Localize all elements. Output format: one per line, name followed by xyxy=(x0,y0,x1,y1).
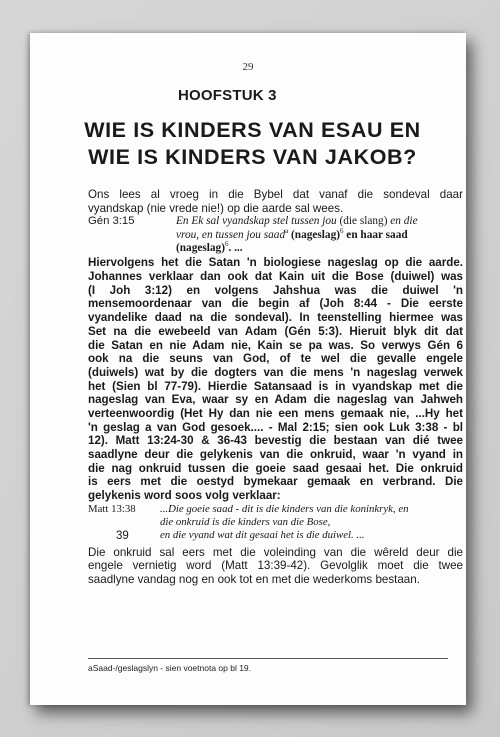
paragraph-line: die Satan en nie Adam nie, Kain se pa was. So verwys Gén 6 xyxy=(88,338,463,352)
paragraph-main xyxy=(88,256,463,502)
paragraph-line: verteenwoordig (Het Hy dan nie een mens gemaak nie, ...Hy het xyxy=(88,406,463,420)
paragraph-line: (duiwels) wat by die dogters van die mens 'n nageslag verwek xyxy=(88,365,463,379)
quote-reference: Matt 13:38 xyxy=(88,502,136,515)
paragraph-line: die nag onkruid tussen die goeie saad gesaai het. Die onkruid xyxy=(88,461,463,475)
quote-text: ...Die goeie saad - dit is die kinders van die koninkryk, en die onkruid is die kinders van die Bose, en die vyand wat dit gesaai het is die duiwel. ... xyxy=(160,502,409,542)
body-text xyxy=(88,188,463,587)
paragraph-line: het (Sien bl 77-79). Hierdie Satansaad is in vyandskap met die xyxy=(88,379,463,393)
scripture-quote-gen xyxy=(88,215,463,256)
paragraph-line: 12). Matt 13:24-30 & 36-43 bevestig die bestaan van dié twee xyxy=(88,434,463,448)
paragraph-line: saadlyne deur die gelykenis van die onkruid, waar 'n vyand in xyxy=(88,448,463,461)
title-line: WIE IS KINDERS VAN JAKOB? xyxy=(88,145,417,169)
quote-reference: Gén 3:15 xyxy=(88,215,135,228)
closing-line: saadlyne vandag nog en ook tot en met die wederkoms bestaan. xyxy=(88,573,420,587)
chapter-heading: HOOFSTUK 3 xyxy=(178,87,277,104)
closing-line: Die onkruid sal eers met die voleinding van die wêreld deur die xyxy=(88,545,463,559)
book-page xyxy=(30,33,466,705)
paragraph-line: vyandelike daad na die sondeval). In teenstelling hiermee was xyxy=(88,311,463,325)
verse-number: 39 xyxy=(116,529,129,542)
paragraph-line: ook na die seuns van God, of te wel die gevalle engele xyxy=(88,352,463,366)
paragraph-line: Hiervolgens het die Satan 'n biologiese nageslag op die aarde. xyxy=(88,256,463,270)
paragraph-line: Set na die ewebeeld van Adam (Gén 5:3). Hieruit blyk dit dat xyxy=(88,324,463,338)
paragraph-line: Johannes verklaar dan ook dat Kain uit die Bose (duiwel) was xyxy=(88,270,463,284)
paragraph-line: (I Joh 3:12) en volgens Jahshua was die duiwel 'n xyxy=(88,283,463,297)
footnote-divider xyxy=(88,658,448,659)
scripture-quote-matt xyxy=(88,503,463,546)
paragraph-line: 'n geslag a van God gesoek.... - Mal 2:15; sien ook Luk 3:38 - bl xyxy=(88,420,463,434)
page-number: 29 xyxy=(242,61,254,73)
paragraph-line: is eers met die oestyd bymekaar gemaak en verbrand. Die xyxy=(88,475,463,489)
title-line: WIE IS KINDERS VAN ESAU EN xyxy=(84,118,421,142)
quote-text: En Ek sal vyandskap stel tussen jou (die slang) en die vrou, en tussen jou saad$^a$ (nageslag)$^6$ en haar saad (nageslag)$^6$. ... xyxy=(176,215,418,255)
paragraph-line: nageslag van Eva, waar sy en Adam die nageslag van Jahweh xyxy=(88,393,463,407)
paragraph-line: gelykenis word soos volg verklaar: xyxy=(88,489,281,503)
intro-line: vyandskap (nie vrede nie!) op die aarde sal wees. xyxy=(88,201,344,215)
intro-line: Ons lees al vroeg in die Bybel dat vanaf die sondeval daar xyxy=(88,188,463,201)
closing-line: engele vernietig word (Matt 13:39-42). Gevolglik moet die twee xyxy=(88,559,463,573)
chapter-title xyxy=(70,117,435,171)
footnote: aSaad-/geslagslyn - sien voetnota op bl 19. xyxy=(88,663,252,673)
paragraph-line: mensemoordenaar van die begin af (Joh 8:44 - Die eerste xyxy=(88,297,463,311)
